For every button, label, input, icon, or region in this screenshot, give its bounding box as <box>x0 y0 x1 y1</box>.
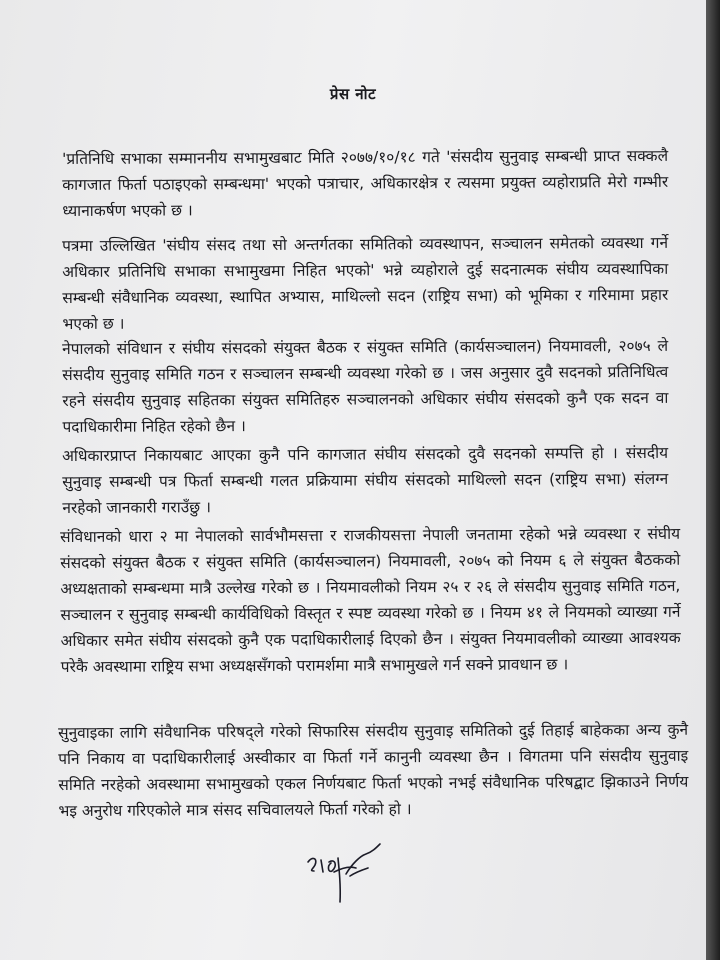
document-title: प्रेस नोट <box>329 85 377 103</box>
page-edge-shadow <box>706 0 720 960</box>
paragraph-4: अधिकारप्राप्त निकायबाट आएका कुनै पनि कागजात संघीय संसदको दुवै सदनको सम्पत्ति हो । संसदीय सुनुवाइ सम्बन्धी पत्र फिर्ता सम्बन्धी गलत प्रक्रियामा संघीय संसदको माथिल्लो सदन (राष्ट्रिय सभा) संलग्न नरहेको जानकारी गराउँछु । <box>62 443 669 517</box>
handwritten-signature <box>302 838 388 908</box>
paragraph-6: सुनुवाइका लागि संवैधानिक परिषद्ले गरेको सिफारिस संसदीय सुनुवाइ समितिको दुई तिहाई बाहेकका अन्य कुनै पनि निकाय वा पदाधिकारीलाई अस्वीकार वा फिर्ता गर्ने कानुनी व्यवस्था छैन । विगतमा पनि संसदीय सुनुवाइ समिति नरहेको अवस्थामा सभामुखको एकल निर्णयबाट फिर्ता भएको नभई संवैधानिक परिषद्बाट झिकाउने निर्णय भइ अनुरोध गरिएकोले मात्र संसद सचिवालयले फिर्ता गरेको हो । <box>58 720 689 820</box>
paragraph-1: 'प्रतिनिधि सभाका सम्माननीय सभामुखबाट मिति २०७७/१०/१८ गते 'संसदीय सुनुवाइ सम्बन्धी प्राप्त सक्कलै कागजात फिर्ता पठाइएको सम्बन्धमा' भएको पत्राचार, अधिकारक्षेत्र र त्यसमा प्रयुक्त व्यहोराप्रति मेरो गम्भीर ध्यानाकर्षण भएको छ । <box>62 146 669 220</box>
paragraph-2: पत्रमा उल्लिखित 'संघीय संसद तथा सो अन्तर्गतका समितिको व्यवस्थापन, सञ्चालन समेतको व्यवस्था गर्ने अधिकार प्रतिनिधि सभाका सभामुखमा निहित भएको' भन्ने व्यहोराले दुई सदनात्मक संघीय व्यवस्थापिका सम्बन्धी संवैधानिक व्यवस्था, स्थापित अभ्यास, माथिल्लो सदन (राष्ट्रिय सभा) को भूमिका र गरिमामा प्रहार भएको छ । <box>62 233 669 333</box>
paragraph-3: नेपालको संविधान र संघीय संसदको संयुक्त बैठक र संयुक्त समिति (कार्यसञ्चालन) नियमावली, २०७५ ले संसदीय सुनुवाइ समिति गठन र सञ्चालन सम्बन्धी व्यवस्था गरेको छ । जस अनुसार दुवै सदनको प्रतिनिधित्व रहने संसदीय सुनुवाइ सहितका संयुक्त समितिहरु सञ्चालनको अधिकार संघीय संसदको कुनै एक सदन वा पदाधिकारीमा निहित रहेको छैन । <box>62 336 669 436</box>
paragraph-5: संविधानको धारा २ मा नेपालको सार्वभौमसत्ता र राजकीयसत्ता नेपाली जनतामा रहेको भन्ने व्यवस्था र संघीय संसदको संयुक्त बैठक र संयुक्त समिति (कार्यसञ्चालन) नियमावली, २०७५ को नियम ६ ले संयुक्त बैठकको अध्यक्षताको सम्बन्धमा मात्रै उल्लेख गरेको छ । नियमावलीको नियम २५ र २६ ले संसदीय सुनुवाइ समिति गठन, सञ्चालन र सुनुवाइ सम्बन्धी कार्यविधिको विस्तृत र स्पष्ट व्यवस्था गरेको छ । नियम ४१ ले नियमको व्याख्या गर्ने अधिकार समेत संघीय संसदको कुनै एक पदाधिकारीलाई दिएको छैन । संयुक्त नियमावलीको व्याख्या आवश्यक परेकै अवस्थामा राष्ट्रिय सभा अध्यक्षसँगको परामर्शमा मात्रै सभामुखले गर्न सक्ने प्रावधान छ । <box>60 524 681 676</box>
